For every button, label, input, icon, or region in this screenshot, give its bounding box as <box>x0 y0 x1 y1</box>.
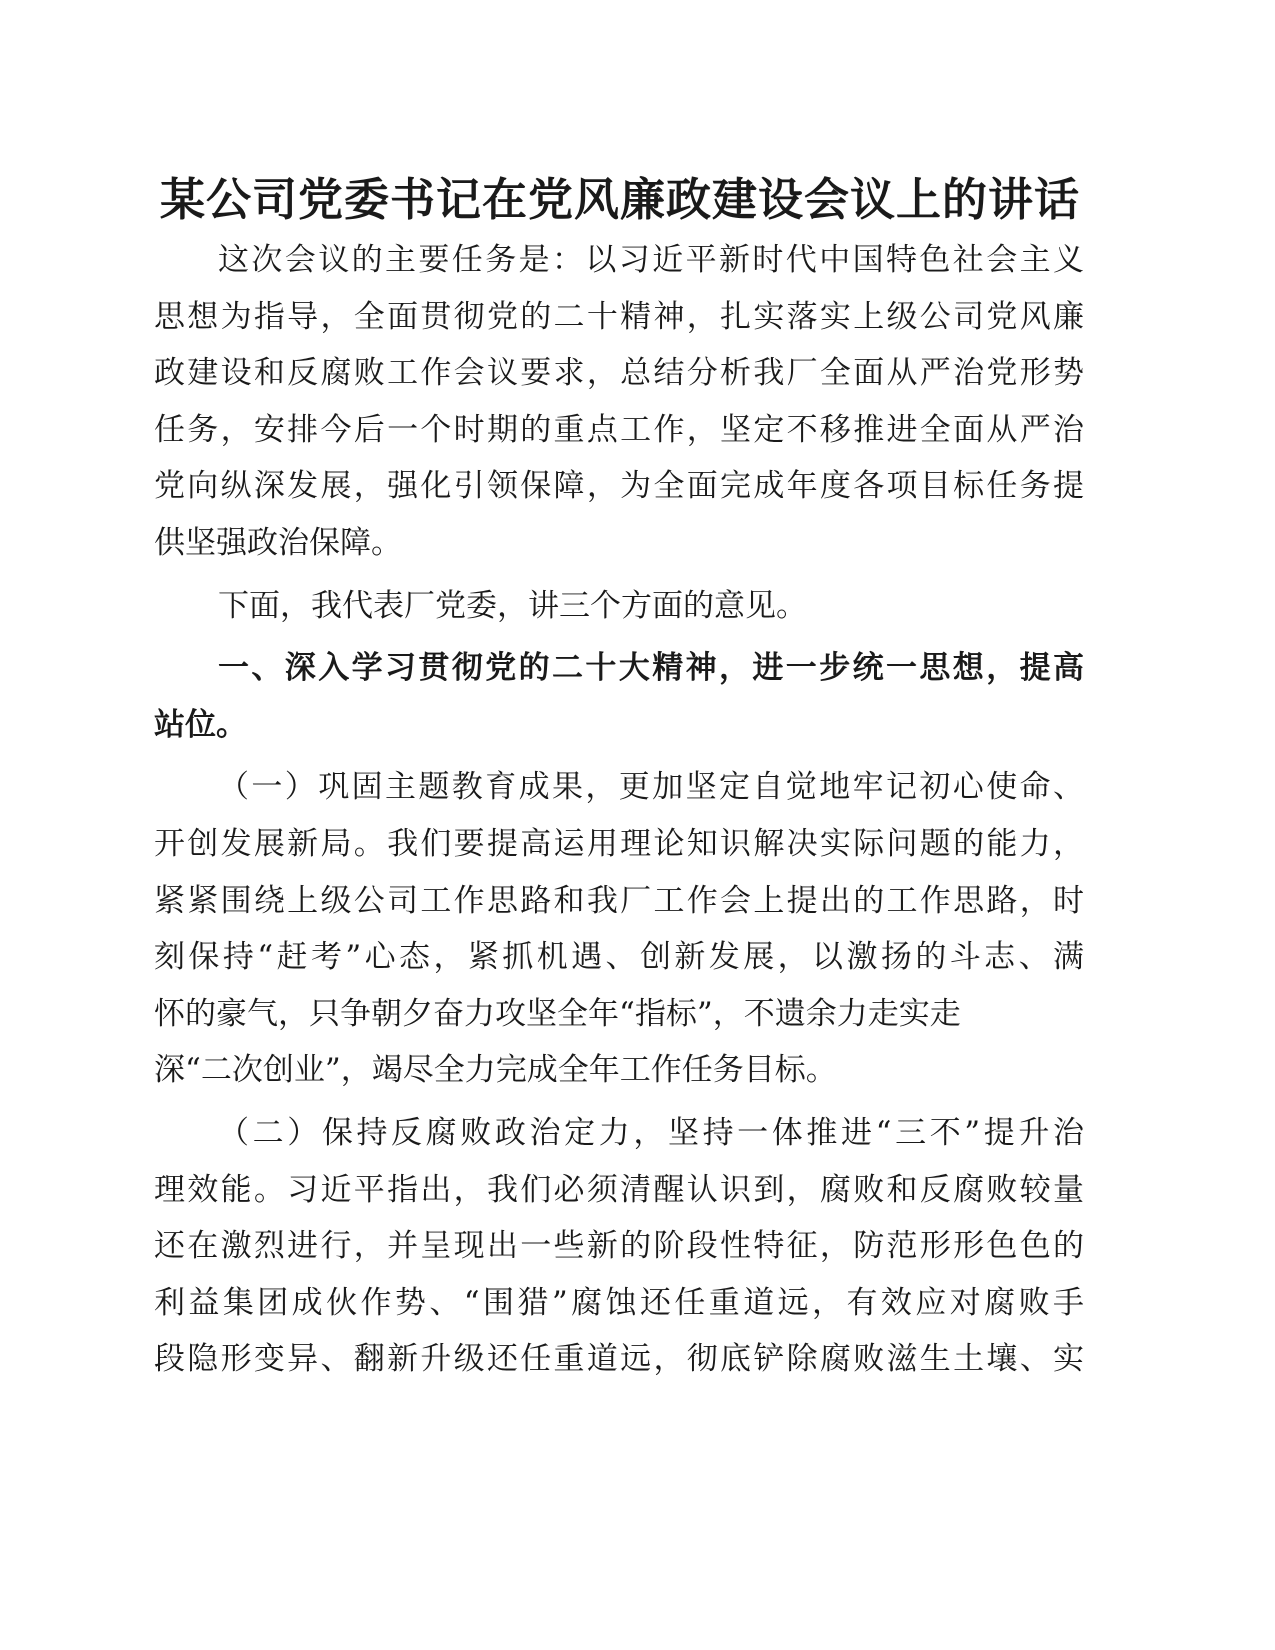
heading-line: 站位。 <box>154 706 247 743</box>
paragraph-line: 下面，我代表厂党委，讲三个方面的意见。 <box>218 587 807 624</box>
document-body <box>154 232 1084 1394</box>
paragraph-line: 政建设和反腐败工作会议要求，总结分析我厂全面从严治党形势 <box>154 355 1084 392</box>
paragraph-subsection-1 <box>154 759 1084 1099</box>
paragraph-line: 这次会议的主要任务是：以习近平新时代中国特色社会主义 <box>218 242 1084 278</box>
paragraph-line: 怀的豪气，只争朝夕奋力攻坚全年“指标”，不遗余力走实走 <box>154 995 961 1032</box>
paragraph-line: 供坚强政治保障。 <box>154 524 402 561</box>
paragraph-line: 思想为指导，全面贯彻党的二十精神，扎实落实上级公司党风廉 <box>154 298 1084 335</box>
paragraph-line: 党向纵深发展，强化引领保障，为全面完成年度各项目标任务提 <box>154 468 1084 505</box>
paragraph-line: （一）巩固主题教育成果，更加坚定自觉地牢记初心使命、 <box>218 769 1084 806</box>
paragraph-line: 利益集团成伙作势、“围猎”腐蚀还任重道远，有效应对腐败手 <box>154 1284 1084 1321</box>
paragraph-line: 还在激烈进行，并呈现出一些新的阶段性特征，防范形形色色的 <box>154 1228 1084 1265</box>
section-heading-1 <box>154 640 1084 753</box>
document-title: 某公司党委书记在党风廉政建设会议上的讲话 <box>159 173 1080 226</box>
paragraph-line: 开创发展新局。我们要提高运用理论知识解决实际问题的能力， <box>154 825 1084 862</box>
paragraph-line: 深“二次创业”，竭尽全力完成全年工作任务目标。 <box>154 1052 837 1089</box>
paragraph-line: （二）保持反腐败政治定力，坚持一体推进“三不”提升治 <box>218 1114 1084 1151</box>
paragraph-line: 段隐形变异、翻新升级还任重道远，彻底铲除腐败滋生土壤、实 <box>154 1341 1084 1378</box>
paragraph-line: 紧紧围绕上级公司工作思路和我厂工作会上提出的工作思路，时 <box>154 882 1084 919</box>
paragraph-line: 刻保持“赶考”心态，紧抓机遇、创新发展，以激扬的斗志、满 <box>154 939 1084 976</box>
paragraph-line: 任务，安排今后一个时期的重点工作，坚定不移推进全面从严治 <box>154 411 1084 448</box>
paragraph-subsection-2 <box>154 1105 1084 1388</box>
paragraph-line: 理效能。习近平指出，我们必须清醒认识到，腐败和反腐败较量 <box>154 1171 1084 1208</box>
paragraph-outline <box>154 578 1084 635</box>
heading-line: 一、深入学习贯彻党的二十大精神，进一步统一思想，提高 <box>218 650 1084 687</box>
paragraph-intro <box>154 232 1084 572</box>
